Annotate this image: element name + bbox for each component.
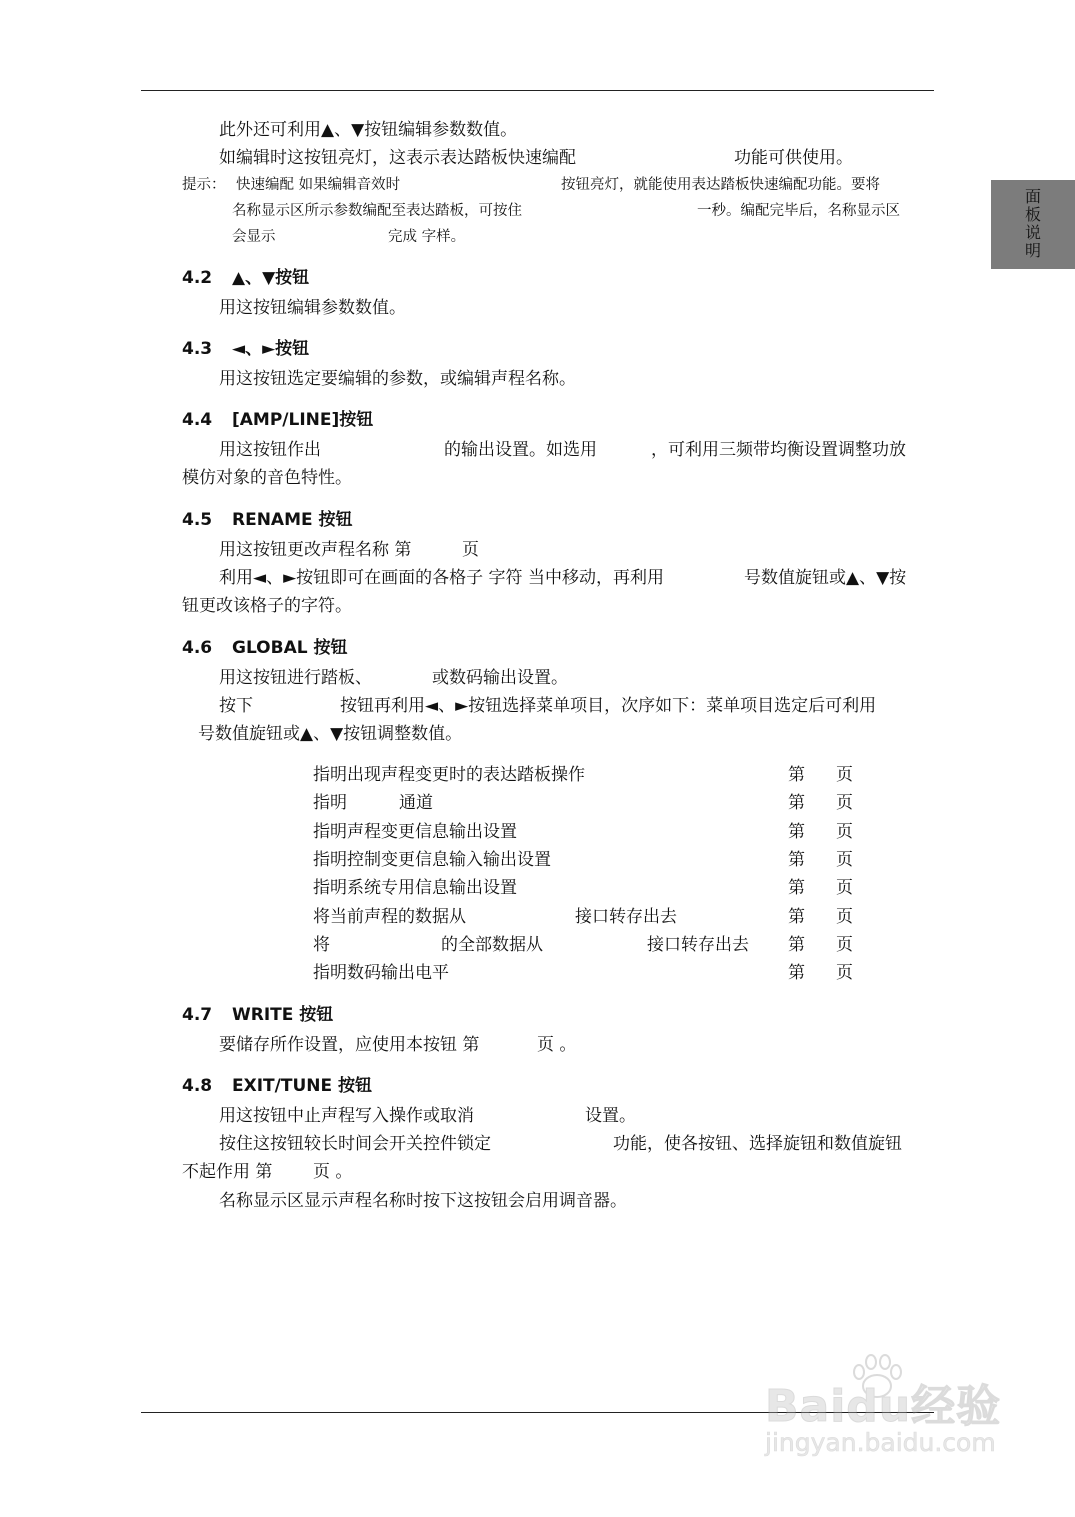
tip-line-2a: 名称显示区所示参数编配至表达踏板，可按住 bbox=[232, 203, 522, 219]
section-title: [AMP/LINE]按钮 bbox=[232, 410, 374, 430]
side-tab bbox=[991, 180, 1075, 269]
tip-line-1b: 按钮亮灯，就能使用表达踏板快速编配功能。要将 bbox=[561, 177, 880, 193]
paragraph: 用这按钮选定要编辑的参数，或编辑声程名称。 bbox=[219, 369, 576, 389]
paragraph: 用这按钮编辑参数数值。 bbox=[219, 298, 406, 318]
page-ref-prefix: 第 bbox=[788, 935, 805, 955]
section-number: 4.3 bbox=[182, 339, 213, 359]
page-ref-suffix: 页 bbox=[836, 850, 853, 870]
page-ref-prefix: 第 bbox=[788, 765, 805, 785]
paragraph: 按下 bbox=[219, 696, 253, 716]
menu-item-label: 指明系统专用信息输出设置 bbox=[313, 878, 517, 898]
watermark-logo: Baidu经验 bbox=[765, 1381, 1002, 1432]
tip-label: 提示： bbox=[182, 177, 226, 193]
section-number: 4.8 bbox=[182, 1076, 213, 1096]
menu-item-label: 指明控制变更信息输入输出设置 bbox=[313, 850, 551, 870]
paragraph: 页 。 bbox=[313, 1162, 353, 1182]
paragraph: 的输出设置。如选用 bbox=[444, 440, 597, 460]
intro-line-2a: 如编辑时这按钮亮灯，这表示表达踏板快速编配 bbox=[219, 148, 576, 168]
page-ref-prefix: 第 bbox=[788, 963, 805, 983]
page-ref-suffix: 页 bbox=[836, 793, 853, 813]
menu-item-label-2: 的全部数据从 bbox=[441, 935, 543, 955]
paragraph: 不起作用 第 bbox=[182, 1162, 273, 1182]
section-number: 4.7 bbox=[182, 1005, 213, 1025]
menu-item-label: 指明数码输出电平 bbox=[313, 963, 449, 983]
section-title: RENAME 按钮 bbox=[232, 510, 353, 530]
section-title: ▲、▼按钮 bbox=[232, 268, 310, 288]
paragraph: 按住这按钮较长时间会开关控件锁定 bbox=[219, 1134, 491, 1154]
tip-line-3a: 会显示 bbox=[232, 229, 276, 245]
paragraph: ，可利用三频带均衡设置调整功放 bbox=[651, 440, 906, 460]
watermark-url: jingyan.baidu.com bbox=[765, 1428, 996, 1457]
menu-item-label-2: 接口转存出去 bbox=[575, 907, 677, 927]
side-tab-label: 面 板 说 明 bbox=[1024, 187, 1041, 260]
section-number: 4.6 bbox=[182, 638, 213, 658]
section-title: GLOBAL 按钮 bbox=[232, 638, 348, 658]
paragraph: 用这按钮作出 bbox=[219, 440, 321, 460]
menu-item-label-2: 通道 bbox=[399, 793, 433, 813]
paragraph: 页 bbox=[462, 540, 479, 560]
paragraph: 或数码输出设置。 bbox=[432, 668, 568, 688]
section-title: ◄、►按钮 bbox=[232, 339, 310, 359]
menu-item-label: 指明 bbox=[313, 793, 347, 813]
page-ref-prefix: 第 bbox=[788, 907, 805, 927]
paragraph: 要储存所作设置，应使用本按钮 第 bbox=[219, 1035, 480, 1055]
section-number: 4.2 bbox=[182, 268, 213, 288]
paragraph: 模仿对象的音色特性。 bbox=[182, 468, 352, 488]
paragraph: 钮更改该格子的字符。 bbox=[182, 596, 352, 616]
page-ref-prefix: 第 bbox=[788, 878, 805, 898]
intro-line-2b: 功能可供使用。 bbox=[734, 148, 853, 168]
tip-line-1a: 快速编配 如果编辑音效时 bbox=[236, 177, 401, 193]
paragraph: 页 。 bbox=[537, 1035, 577, 1055]
menu-item-label: 将 bbox=[313, 935, 330, 955]
section-number: 4.4 bbox=[182, 410, 213, 430]
page-ref-suffix: 页 bbox=[836, 963, 853, 983]
paragraph: 号数值旋钮或▲、▼按钮调整数值。 bbox=[198, 724, 463, 744]
intro-line-1: 此外还可利用▲、▼按钮编辑参数数值。 bbox=[219, 120, 518, 140]
page-ref-suffix: 页 bbox=[836, 878, 853, 898]
paragraph: 用这按钮中止声程写入操作或取消 bbox=[219, 1106, 474, 1126]
page-ref-suffix: 页 bbox=[836, 822, 853, 842]
page-ref-suffix: 页 bbox=[836, 907, 853, 927]
paragraph: 号数值旋钮或▲、▼按 bbox=[744, 568, 907, 588]
page-ref-suffix: 页 bbox=[836, 935, 853, 955]
page-ref-prefix: 第 bbox=[788, 822, 805, 842]
paragraph: 利用◄、►按钮即可在画面的各格子 字符 当中移动，再利用 bbox=[219, 568, 664, 588]
section-title: WRITE 按钮 bbox=[232, 1005, 334, 1025]
menu-item-label: 将当前声程的数据从 bbox=[313, 907, 466, 927]
paragraph: 按钮再利用◄、►按钮选择菜单项目，次序如下：菜单项目选定后可利用 bbox=[340, 696, 877, 716]
page-ref-suffix: 页 bbox=[836, 765, 853, 785]
paragraph: 用这按钮更改声程名称 第 bbox=[219, 540, 412, 560]
page-ref-prefix: 第 bbox=[788, 850, 805, 870]
paragraph: 设置。 bbox=[585, 1106, 636, 1126]
paragraph: 功能，使各按钮、选择旋钮和数值旋钮 bbox=[613, 1134, 902, 1154]
section-number: 4.5 bbox=[182, 510, 213, 530]
menu-item-label: 指明声程变更信息输出设置 bbox=[313, 822, 517, 842]
baidu-watermark bbox=[765, 1352, 1015, 1472]
tip-line-3b: 完成 字样。 bbox=[388, 229, 466, 245]
section-title: EXIT/TUNE 按钮 bbox=[232, 1076, 373, 1096]
paragraph: 用这按钮进行踏板、 bbox=[219, 668, 372, 688]
menu-item-label: 指明出现声程变更时的表达踏板操作 bbox=[313, 765, 585, 785]
header-rule bbox=[141, 90, 934, 91]
page-ref-prefix: 第 bbox=[788, 793, 805, 813]
paragraph: 名称显示区显示声程名称时按下这按钮会启用调音器。 bbox=[219, 1191, 627, 1211]
tip-line-2b: 一秒。编配完毕后，名称显示区 bbox=[697, 203, 900, 219]
menu-item-label-3: 接口转存出去 bbox=[647, 935, 749, 955]
